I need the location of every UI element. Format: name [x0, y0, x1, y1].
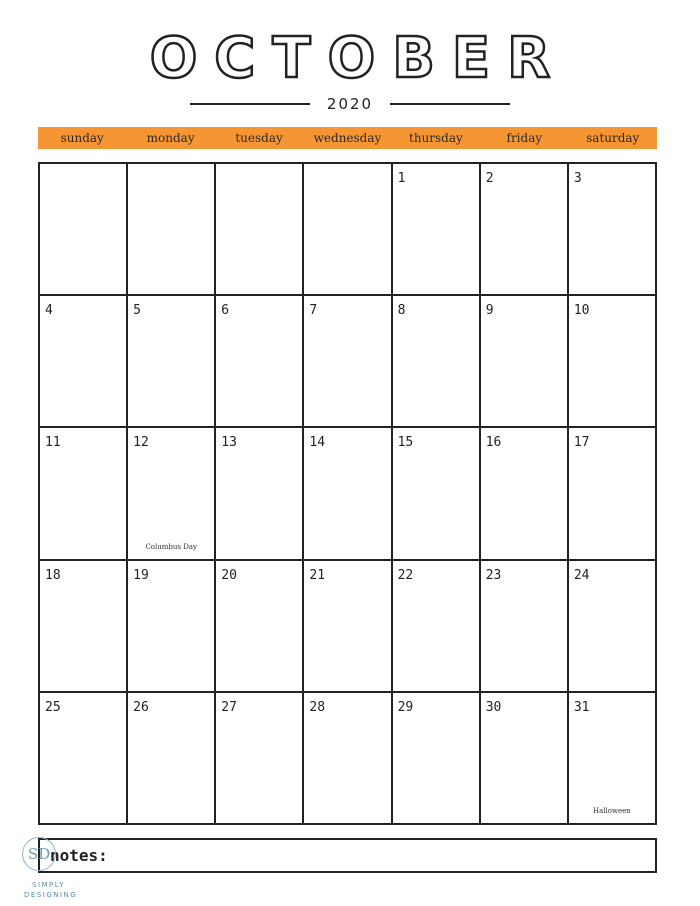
day-cell [481, 164, 569, 296]
day-cell [481, 693, 569, 825]
day-cell [304, 693, 392, 825]
day-number: 28 [309, 699, 326, 715]
notes-box [38, 838, 657, 873]
day-cell [40, 428, 128, 560]
day-number: 25 [45, 699, 61, 715]
day-number: 21 [309, 567, 326, 583]
weekday-saturday: saturday [586, 131, 640, 145]
empty-day-cell [216, 164, 304, 296]
day-cell [128, 428, 216, 560]
month-title: OCTOBER [149, 26, 568, 91]
day-number: 2 [485, 171, 494, 186]
logo-mark: SD [28, 845, 51, 863]
weekday-tuesday: tuesday [235, 131, 283, 145]
day-cell [569, 428, 657, 560]
day-number: 27 [221, 699, 237, 715]
day-cell [128, 561, 216, 693]
day-cell [393, 428, 481, 560]
day-cell [304, 296, 392, 428]
weekday-wednesday: wednesday [313, 131, 382, 145]
day-cell [216, 561, 304, 693]
day-cell [40, 693, 128, 825]
day-cell [40, 561, 128, 693]
day-number: 17 [573, 435, 590, 451]
day-number: 26 [133, 699, 149, 715]
day-cell [216, 428, 304, 560]
day-number: 14 [309, 435, 326, 451]
empty-day-cell [304, 164, 392, 296]
calendar-grid [38, 162, 657, 825]
day-number: 15 [397, 435, 414, 451]
simply-designing-logo [20, 837, 82, 901]
day-cell [393, 561, 481, 693]
day-number: 16 [485, 435, 502, 451]
logo-line-1: SIMPLY [32, 881, 66, 889]
year-right-rule [390, 103, 510, 105]
notes-label: notes: [50, 846, 108, 865]
day-number: 22 [397, 567, 414, 583]
day-cell [216, 693, 304, 825]
day-cell [128, 296, 216, 428]
day-number: 8 [397, 303, 406, 319]
day-number: 31 [573, 699, 590, 715]
weekday-sunday: sunday [60, 131, 104, 145]
day-number: 12 [133, 435, 149, 451]
day-cell [569, 296, 657, 428]
holiday-label: Halloween [593, 806, 631, 815]
day-cell [40, 296, 128, 428]
day-cell [481, 428, 569, 560]
day-cell [481, 561, 569, 693]
day-cell [128, 693, 216, 825]
day-cell [569, 561, 657, 693]
day-number: 24 [573, 567, 590, 583]
day-number: 18 [45, 567, 61, 583]
day-cell [393, 296, 481, 428]
empty-day-cell [40, 164, 128, 296]
day-number: 1 [397, 171, 406, 186]
empty-day-cell [128, 164, 216, 296]
day-number: 30 [485, 699, 502, 715]
year-row [190, 92, 510, 116]
day-number: 5 [133, 303, 141, 319]
year-left-rule [190, 103, 310, 105]
day-number: 6 [221, 303, 230, 319]
day-number: 23 [485, 567, 502, 583]
logo-line-2: DESIGNING [24, 891, 78, 899]
day-cell [481, 296, 569, 428]
day-cell [304, 561, 392, 693]
day-cell [569, 693, 657, 825]
year-label: 2020 [326, 95, 374, 113]
weekday-friday: friday [506, 131, 543, 145]
day-number: 7 [309, 303, 318, 319]
day-number: 10 [573, 303, 590, 319]
weekday-thursday: thursday [409, 131, 463, 145]
day-number: 19 [133, 567, 149, 583]
day-cell [393, 164, 481, 296]
day-number: 3 [573, 171, 582, 186]
day-number: 9 [485, 303, 494, 319]
holiday-label: Columbus Day [145, 542, 197, 551]
day-number: 13 [221, 435, 237, 451]
day-number: 20 [221, 567, 237, 583]
day-number: 4 [45, 303, 53, 319]
weekday-header-bar [38, 127, 657, 149]
weekday-monday: monday [146, 131, 195, 145]
day-cell [304, 428, 392, 560]
day-cell [393, 693, 481, 825]
day-cell [569, 164, 657, 296]
day-number: 11 [45, 435, 61, 451]
day-cell [216, 296, 304, 428]
day-number: 29 [397, 699, 414, 715]
